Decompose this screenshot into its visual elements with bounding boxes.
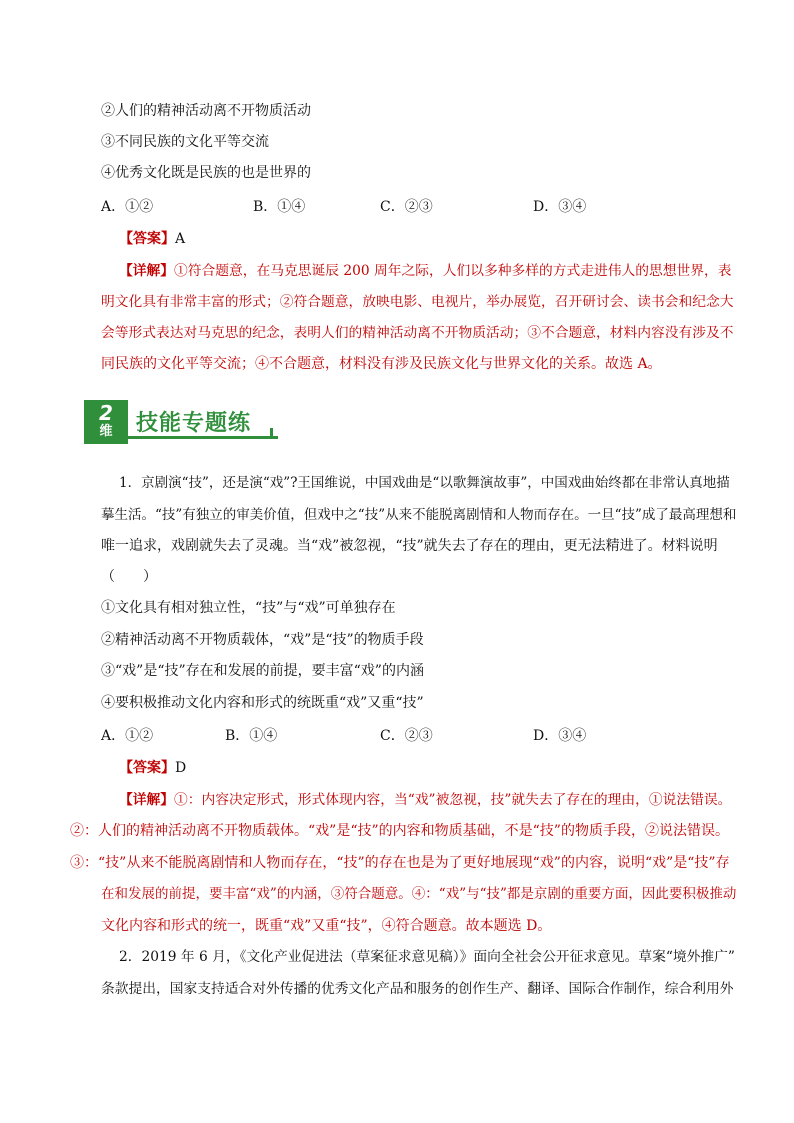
- q1-stem-line: 1．京剧演“技”，还是演“戏”?王国维说，中国戏曲是“以歌舞演故事”，中国戏曲始终都在非常认真地描: [119, 475, 730, 491]
- q1-detail-text: ①：内容决定形式，形式体现内容，当“戏”被忽视，技”就失去了存在的理由，①说法错误。: [174, 792, 732, 808]
- q1-detail-line: [119, 790, 736, 810]
- banner-underline: [128, 436, 278, 439]
- detail-label: 【详解】: [119, 263, 175, 279]
- q1-option-3: ③“戏”是“技”存在和发展的前提，要丰富“戏”的内涵: [101, 663, 424, 679]
- q1-answer: [119, 758, 736, 778]
- detail-text: ①符合题意，在马克思诞辰 200 周年之际，人们以多种多样的方式走进伟人的思想世界，表: [174, 263, 732, 279]
- q1-detail-line: ②：人们的精神活动离不开物质载体。“戏”是“技”的内容和物质基础，不是“技”的物质手段，②说法错误。: [70, 823, 729, 839]
- q1-stem-line: 摹生活。“技”有独立的审美价值，但戏中之“技”从来不能脱离剧情和人物而存在。一旦“技”成了最高理想和: [101, 507, 737, 523]
- detail-line: 同民族的文化平等交流；④不合题意，材料没有涉及民族文化与世界文化的关系。故选 A。: [101, 356, 662, 372]
- choice-b: B．①④: [253, 199, 306, 215]
- section-badge: [84, 400, 128, 444]
- q1-choice-d: D．③④: [533, 728, 587, 744]
- option-2: ②人们的精神活动离不开物质活动: [101, 103, 311, 119]
- q1-answer-value: D: [175, 760, 187, 776]
- q1-detail-line: 在和发展的前提，要丰富“戏”的内涵，③符合题意。④：“戏”与“技”都是京剧的重要方面，因此要积极推动: [101, 886, 737, 902]
- answer-label: 【答案】: [119, 231, 175, 247]
- choice-c: C．②③: [380, 199, 433, 215]
- choice-a: A．①②: [101, 199, 154, 215]
- q1-option-2: ②精神活动离不开物质载体，“戏”是“技”的物质手段: [101, 632, 424, 648]
- q1-detail-label: 【详解】: [119, 792, 175, 808]
- q1-option-1: ①文化具有相对独立性，“技”与“戏”可单独存在: [101, 600, 396, 616]
- q1-stem-line: 唯一追求，戏剧就失去了灵魂。当“戏”被忽视，“技”就失去了存在的理由，更无法精进了。材料说明: [101, 538, 718, 554]
- q1-choice-a: A．①②: [101, 728, 154, 744]
- answer: [119, 229, 736, 249]
- detail-line: 会等形式表达对马克思的纪念，表明人们的精神活动离不开物质活动；③不合题意，材料内容没有涉及不: [101, 325, 734, 341]
- badge-number: 2: [99, 401, 113, 425]
- q2-stem-line: 条款提出，国家支持适合对外传播的优秀文化产品和服务的创作生产、翻译、国际合作制作，综合利用外: [101, 981, 734, 997]
- option-3: ③不同民族的文化平等交流: [101, 134, 269, 150]
- q1-detail-line: ③：“技”从来不能脱离剧情和人物而存在，“技”的存在也是为了更好地展现“戏”的内容，说明“戏”是“技”存: [70, 855, 730, 871]
- banner-tick: [270, 428, 273, 439]
- q1-stem-line: （ ）: [101, 569, 157, 585]
- detail-line: [119, 261, 736, 281]
- q1-choice-c: C．②③: [380, 728, 433, 744]
- section-title: 技能专题练: [136, 411, 252, 436]
- q2-stem-line: 2．2019 年 6 月，《文化产业促进法（草案征求意见稿）》面向全社会公开征求意见。草案“境外推广”: [119, 949, 735, 965]
- q1-answer-label: 【答案】: [119, 760, 175, 776]
- detail-line: 明文化具有非常丰富的形式；②符合题意，放映电影、电视片，举办展览，召开研讨会、读书会和纪念大: [101, 294, 734, 310]
- choice-d: D．③④: [533, 199, 587, 215]
- answer-value: A: [175, 231, 186, 247]
- q1-choice-b: B．①④: [225, 728, 278, 744]
- section-banner: [84, 398, 280, 450]
- q1-option-4: ④要积极推动文化内容和形式的统既重“戏”又重“技”: [101, 695, 424, 711]
- option-4: ④优秀文化既是民族的也是世界的: [101, 165, 311, 181]
- q1-detail-line: 文化内容和形式的统一，既重“戏”又重“技”，④符合题意。故本题选 D。: [101, 918, 552, 934]
- badge-subtitle: 维: [99, 424, 113, 439]
